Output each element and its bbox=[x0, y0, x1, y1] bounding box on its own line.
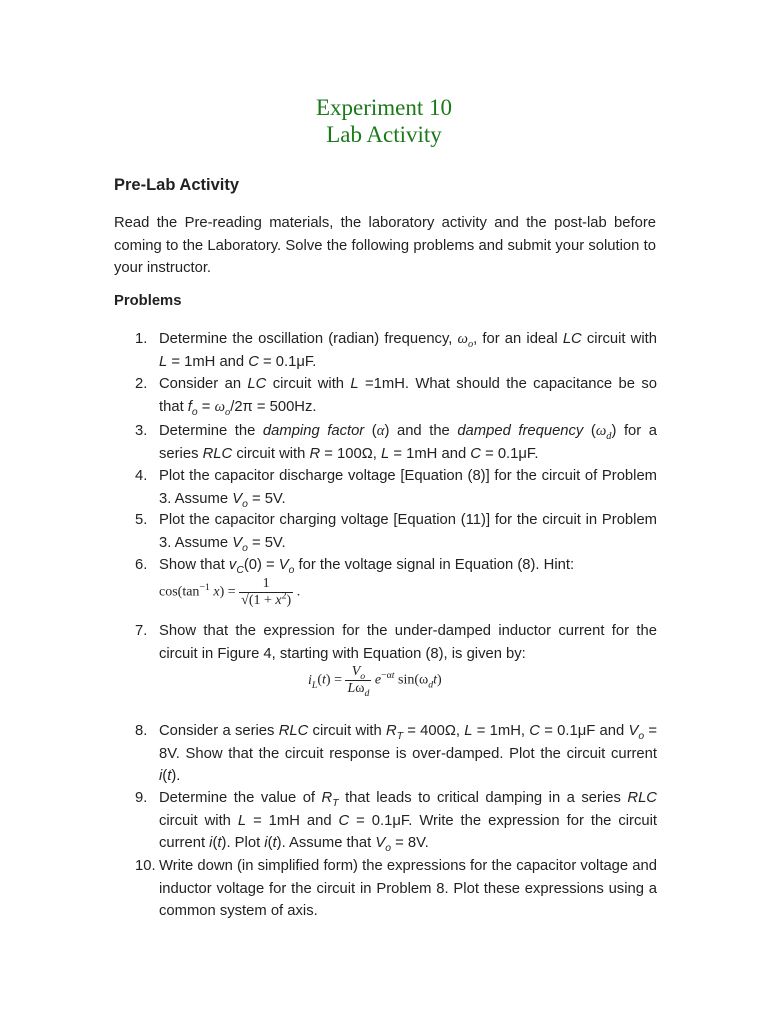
hint-formula: $\cos(\tan^{-1}$ x) = $\frac{1}{√(1 + x^2)}$ . bbox=[159, 576, 301, 608]
problem-number: 8. bbox=[135, 723, 148, 739]
problem-number: 6. bbox=[135, 557, 148, 573]
problem-text: Determine the value of $R_T$ that leads to critical damping in a series RLC circuit with L = 1mH and C = 0.1μF. Write the expression for the circuit current i(t). Plot i(t). Assume that $V_o = 8V$. bbox=[159, 790, 657, 854]
problem-text: Plot the capacitor discharge voltage [Equation (8)] for the circuit of Problem 3. Assume $V_o = 5V$. bbox=[159, 468, 657, 510]
lab-activity-title: Lab Activity bbox=[326, 122, 442, 147]
problem-number: 10. bbox=[135, 858, 156, 874]
problem-number: 3. bbox=[135, 423, 148, 439]
problem-number: 7. bbox=[135, 623, 148, 639]
problem-text: Determine the oscillation (radian) frequency, $\omega_o$, for an ideal LC circuit with L = 1mH and C = 0.1μF. bbox=[159, 331, 657, 370]
problem-text: Write down (in simplified form) the expressions for the capacitor voltage and inductor voltage for the circuit in Problem 8. Plot these expressions using a common system of axis. bbox=[159, 858, 657, 919]
pre-lab-heading: Pre-Lab Activity bbox=[114, 176, 240, 194]
inductor-current-formula: $i_L(t)$ = $\frac{V_o}{L\omega_d}$ $e^{-\alpha t}$ $\sin(\omega_dt)$ bbox=[308, 664, 442, 699]
intro-paragraph: Read the Pre-reading materials, the laboratory activity and the post-lab before coming to the Laboratory. Solve the following problems and submit your solution to your instructor. bbox=[114, 215, 656, 276]
problem-text: Plot the capacitor charging voltage [Equation (11)] for the circuit in Problem 3. Assume $V_o = 5V$. bbox=[159, 512, 657, 554]
problem-text: Show that the expression for the under-damped inductor current for the circuit in Figure 4, starting with Equation (8), is given by: bbox=[159, 623, 657, 662]
problem-text: Show that $v_C(0) = V_o$ for the voltage signal in Equation (8). Hint: bbox=[159, 557, 575, 576]
problem-text: Consider a series RLC circuit with $R_T = 400\Omega$, L = 1mH, C = 0.1μF and $V_o = 8V$. Show that the circuit response is over-damped. Plot the circuit current i(t). bbox=[159, 723, 658, 784]
problem-text: Consider an LC circuit with L =1mH. What should the capacitance be so that $f_o = \omega_o/2\pi = 500Hz$. bbox=[159, 376, 657, 418]
problem-number: 5. bbox=[135, 512, 148, 528]
problem-number: 2. bbox=[135, 376, 148, 392]
problem-number: 1. bbox=[135, 331, 148, 347]
experiment-title: Experiment 10 bbox=[315, 95, 453, 120]
problems-heading: Problems bbox=[114, 293, 182, 309]
problem-text: Determine the damping factor (α) and the damped frequency $(\omega_d)$ for a series RLC circuit with R = 100Ω, L = 1mH and C = 0.1μF. bbox=[159, 423, 657, 462]
problem-number: 9. bbox=[135, 790, 148, 806]
problem-number: 4. bbox=[135, 468, 148, 484]
